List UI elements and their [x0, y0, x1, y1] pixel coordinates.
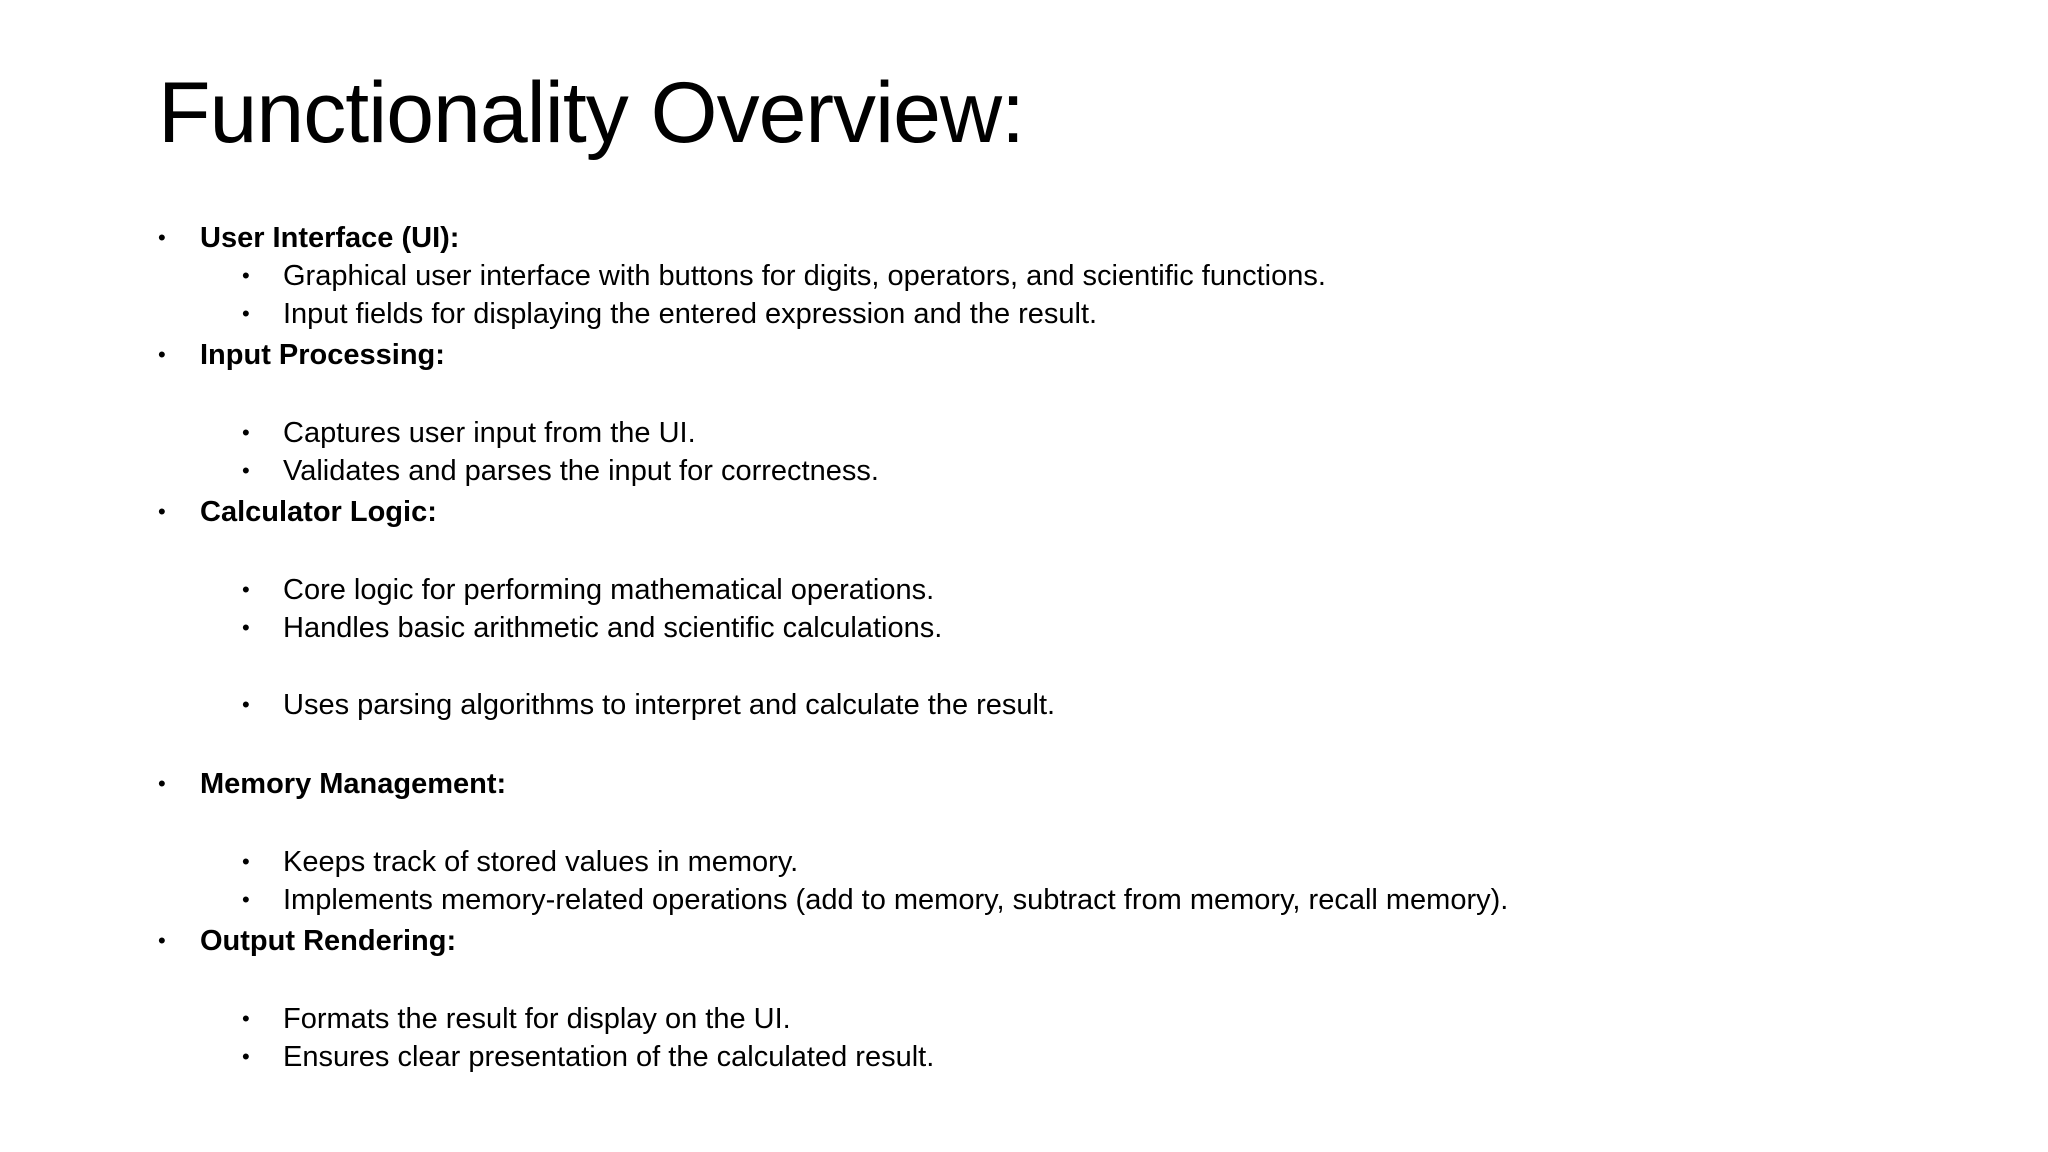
- bullet-icon: •: [158, 342, 166, 367]
- section-heading-text: Output Rendering:: [200, 925, 457, 957]
- list-item-text: Keeps track of stored values in memory.: [283, 846, 799, 878]
- list-item-text: Core logic for performing mathematical operations.: [283, 574, 935, 606]
- bullet-icon: •: [158, 499, 166, 524]
- section-heading-text: User Interface (UI):: [200, 222, 460, 254]
- bullet-icon: •: [242, 887, 250, 912]
- bullet-icon: •: [242, 577, 250, 602]
- bullet-icon: •: [158, 225, 166, 250]
- bullet-icon: •: [242, 301, 250, 326]
- bullet-icon: •: [242, 263, 250, 288]
- list-item-text: Graphical user interface with buttons for digits, operators, and scientific functions.: [283, 260, 1326, 292]
- list-item-text: Validates and parses the input for correctness.: [283, 455, 879, 487]
- list-item-text: Input fields for displaying the entered expression and the result.: [283, 298, 1098, 330]
- section-heading-text: Calculator Logic:: [200, 496, 437, 528]
- list-item-text: Ensures clear presentation of the calculated result.: [283, 1041, 935, 1073]
- bullet-icon: •: [242, 1006, 250, 1031]
- section-heading-text: Memory Management:: [200, 768, 507, 800]
- list-item-text: Captures user input from the UI.: [283, 417, 696, 449]
- bullet-icon: •: [242, 615, 250, 640]
- bullet-icon: •: [242, 420, 250, 445]
- list-item-text: Implements memory-related operations (add to memory, subtract from memory, recall memory).: [283, 884, 1509, 916]
- bullet-icon: •: [242, 692, 250, 717]
- slide-title: Functionality Overview:: [158, 65, 1024, 161]
- bullet-icon: •: [158, 771, 166, 796]
- list-item-text: Handles basic arithmetic and scientific calculations.: [283, 612, 943, 644]
- bullet-icon: •: [158, 928, 166, 953]
- list-item-text: Formats the result for display on the UI.: [283, 1003, 791, 1035]
- bullet-icon: •: [242, 1044, 250, 1069]
- list-item-text: Uses parsing algorithms to interpret and calculate the result.: [283, 689, 1056, 721]
- bullet-icon: •: [242, 849, 250, 874]
- section-heading-text: Input Processing:: [200, 339, 445, 371]
- bullet-icon: •: [242, 458, 250, 483]
